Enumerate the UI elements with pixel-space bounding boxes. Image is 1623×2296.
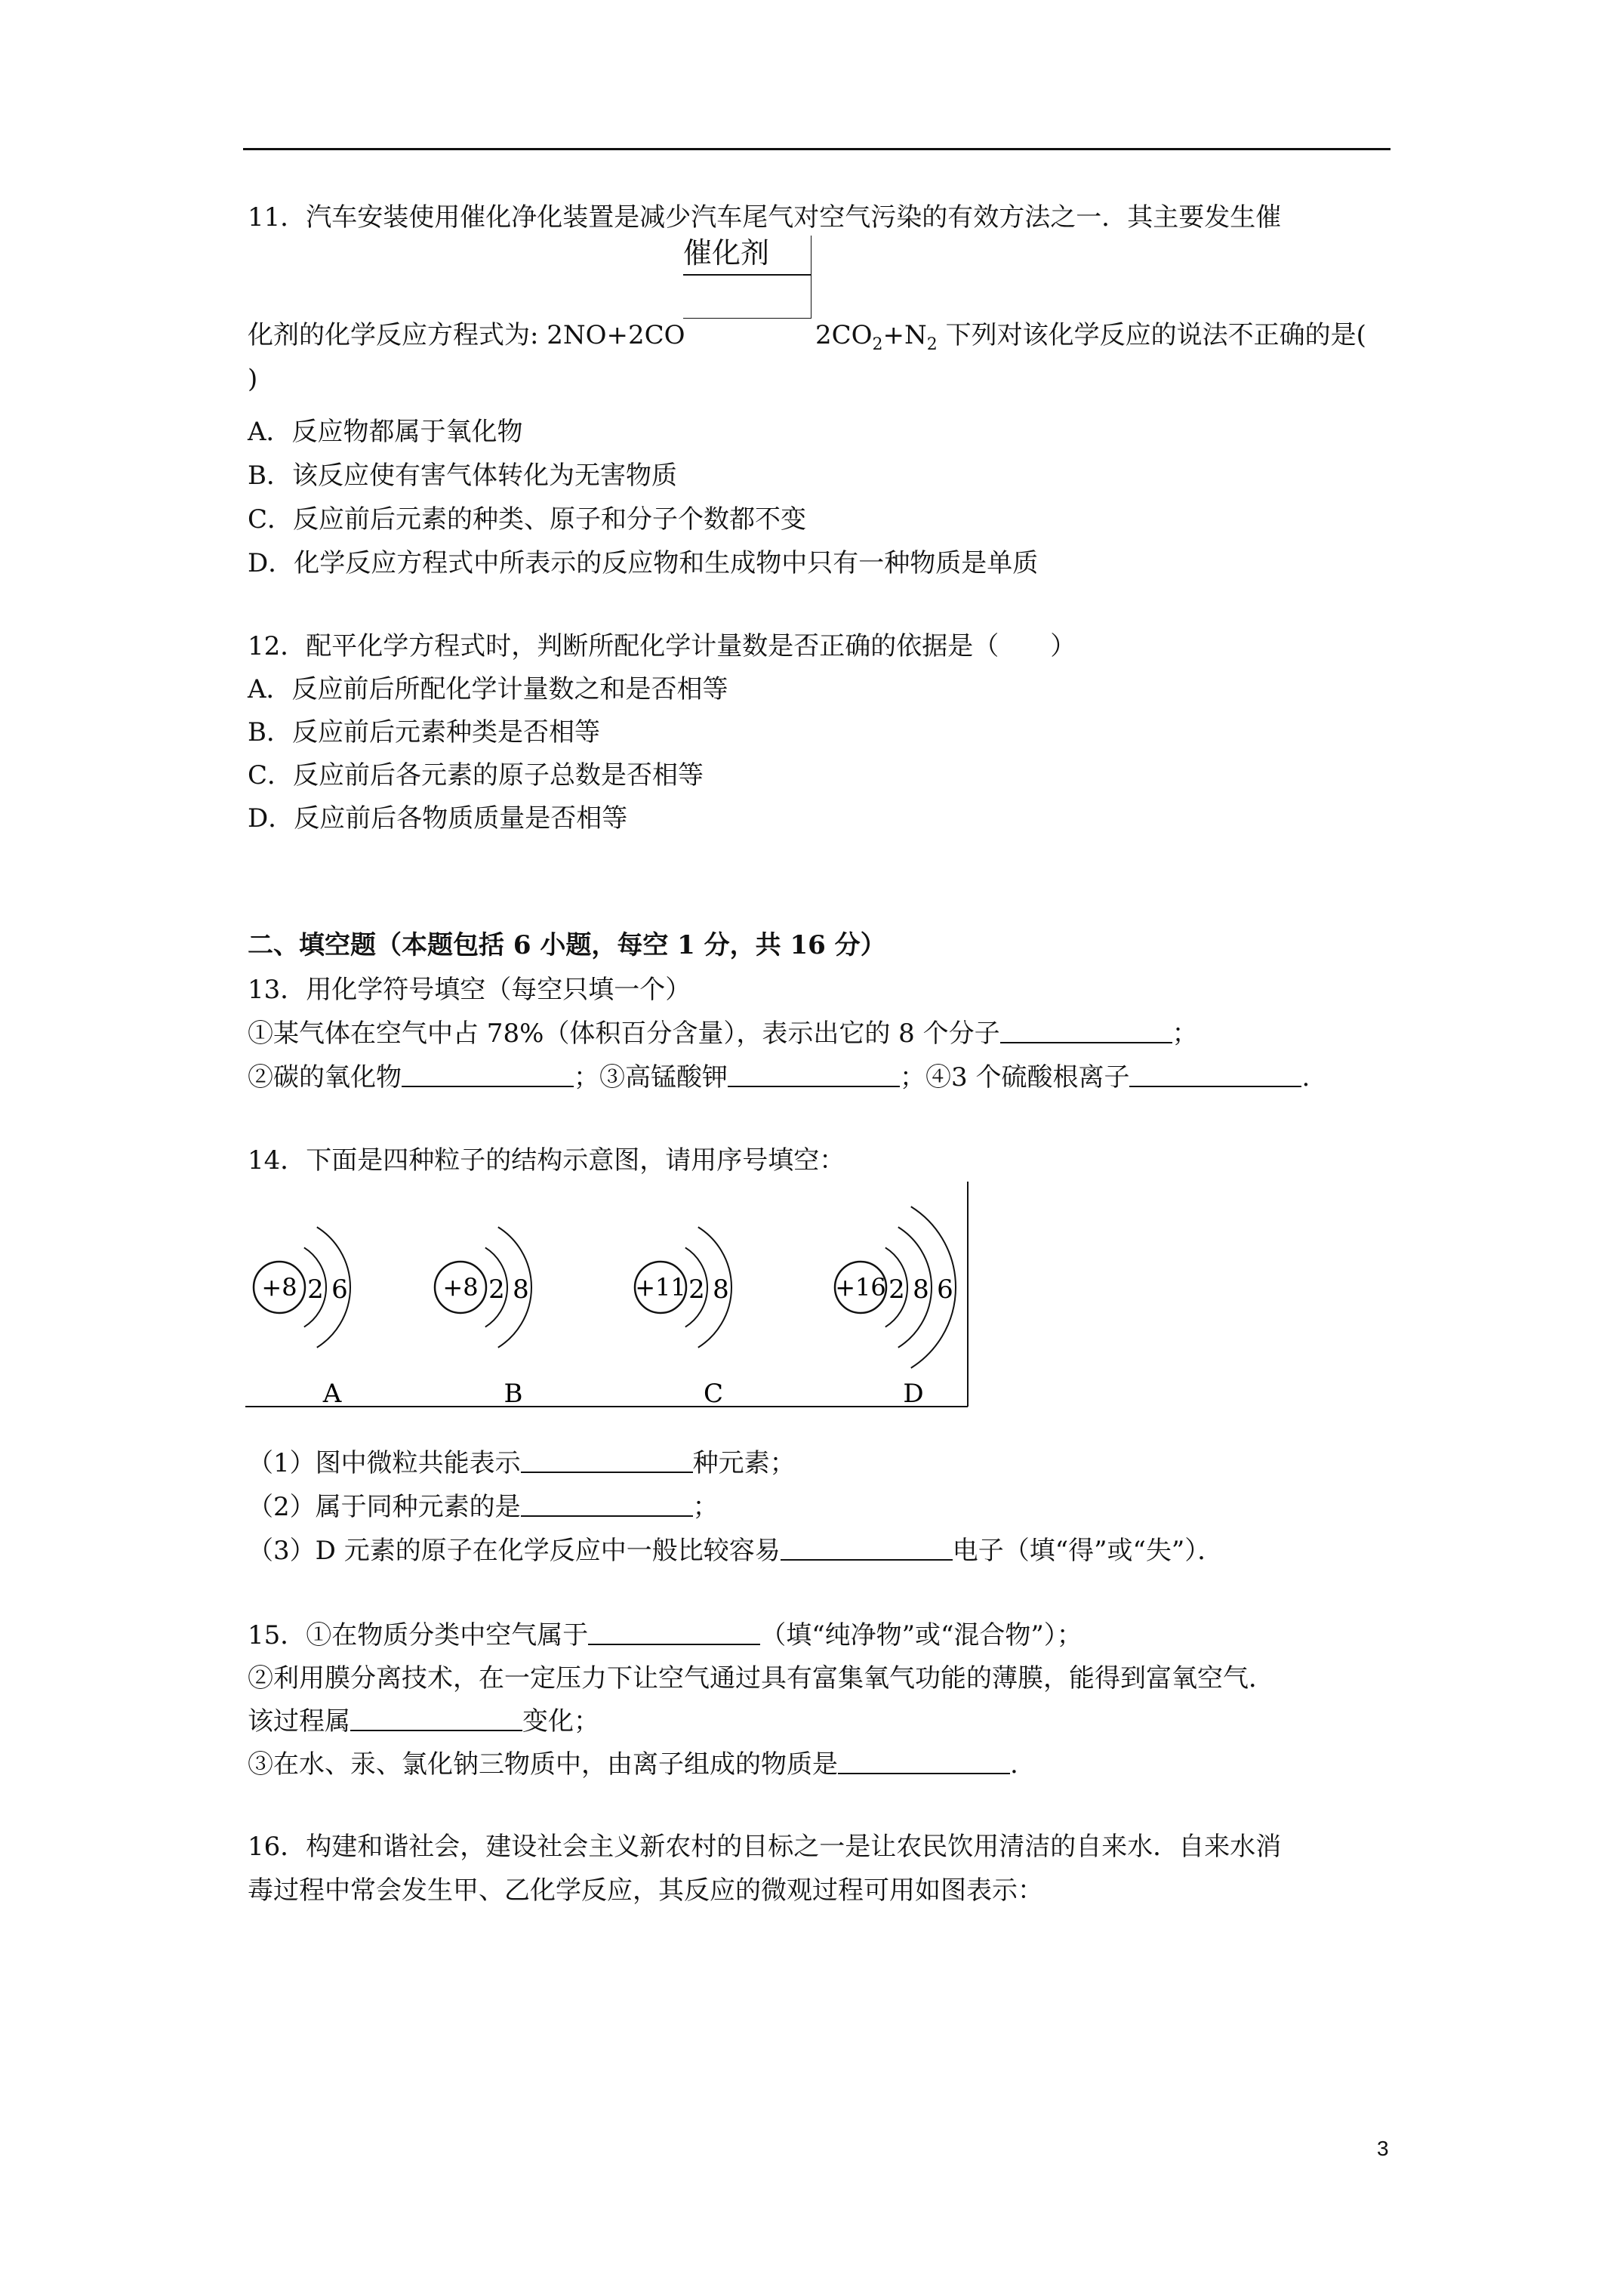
nucleus-charge: +11: [635, 1273, 686, 1302]
q11-option-c: C．反应前后元素的种类、原子和分子个数都不变: [248, 504, 807, 535]
q14-sub3: （3）D 元素的原子在化学反应中一般比较容易 电子（填“得”或“失”）．: [248, 1536, 1224, 1566]
q16-line2: 毒过程中常会发生甲、乙化学反应，其反应的微观过程可用如图表示：: [248, 1875, 1043, 1906]
catalyst-arrow: [683, 236, 812, 319]
catalyst-label: 催化剂: [683, 236, 770, 270]
q13-stem: 13．用化学符号填空（每空只填一个）: [248, 975, 691, 1005]
shell-electron-count: 2: [888, 1274, 905, 1305]
answer-blank[interactable]: [838, 1749, 1010, 1774]
shell-electron-count: 6: [331, 1274, 348, 1305]
q14-sub1: （1）图中微粒共能表示 种元素；: [248, 1448, 796, 1478]
shell-electron-count: 2: [688, 1274, 705, 1305]
answer-blank[interactable]: [781, 1535, 953, 1561]
q11-stem-line3: ): [248, 364, 258, 394]
shell-electron-count: 6: [937, 1274, 953, 1305]
answer-blank[interactable]: [588, 1620, 760, 1645]
q16-line1: 16．构建和谐社会，建设社会主义新农村的目标之一是让农民饮用清洁的自来水．自来水消: [248, 1832, 1282, 1862]
q12-option-a: A．反应前后所配化学计量数之和是否相等: [248, 674, 728, 704]
shell-electron-count: 8: [513, 1274, 529, 1305]
q11-equation-right: $2CO_2+N_2$ 下列对该化学反应的说法不正确的是(: [815, 320, 1366, 354]
q14-sub2: （2）属于同种元素的是 ；: [248, 1492, 719, 1522]
nucleus-charge: +8: [442, 1273, 479, 1302]
q13-line2: ②碳的氧化物 ；③高锰酸钾 ；④3 个硫酸根离子 .: [248, 1062, 1310, 1093]
answer-blank[interactable]: [728, 1062, 900, 1087]
q11-option-a: A．反应物都属于氧化物: [248, 417, 523, 447]
section-heading: 二、填空题（本题包括 6 小题，每空 1 分，共 16 分）: [248, 930, 886, 960]
q15-line1: 15．①在物质分类中空气属于 （填“纯净物”或“混合物”）；: [248, 1620, 1083, 1650]
header-rule: [243, 148, 1390, 150]
answer-blank[interactable]: [402, 1062, 574, 1087]
atom-label: A: [322, 1379, 342, 1408]
q11-stem-line1: 11．汽车安装使用催化净化装置是减少汽车尾气对空气污染的有效方法之一．其主要发生催: [248, 202, 1282, 233]
shell-electron-count: 2: [488, 1274, 505, 1305]
q12-option-d: D．反应前后各物质质量是否相等: [248, 803, 628, 834]
q14-stem: 14．下面是四种粒子的结构示意图，请用序号填空：: [248, 1145, 845, 1176]
atom-label: D: [903, 1379, 924, 1408]
atom-label: B: [504, 1379, 523, 1408]
q11-option-d: D．化学反应方程式中所表示的反应物和生成物中只有一种物质是单质: [248, 548, 1039, 578]
q15-line2: ②利用膜分离技术，在一定压力下让空气通过具有富集氧气功能的薄膜，能得到富氧空气．: [248, 1663, 1274, 1693]
atom-diagram-b: [435, 1227, 531, 1408]
q12-stem: 12．配平化学方程式时，判断所配化学计量数是否正确的依据是（ ）: [248, 631, 1076, 661]
atom-diagram-d: [835, 1207, 956, 1408]
atom-diagram-a: [254, 1227, 350, 1408]
page-number: 3: [1377, 2137, 1389, 2160]
answer-blank[interactable]: [521, 1491, 693, 1517]
q15-line4: ③在水、汞、氯化钠三物质中，由离子组成的物质是 .: [248, 1749, 1018, 1780]
atomic-structure-diagram: [245, 1182, 970, 1408]
answer-blank[interactable]: [1129, 1062, 1301, 1087]
atom-label: C: [703, 1379, 724, 1408]
nucleus-charge: +16: [835, 1273, 886, 1302]
q12-option-b: B．反应前后元素种类是否相等: [248, 717, 600, 747]
shell-electron-count: 2: [307, 1274, 324, 1305]
nucleus-charge: +8: [261, 1273, 297, 1302]
q11-equation-left: 化剂的化学反应方程式为: 2NO+2CO: [248, 320, 685, 350]
shell-electron-count: 8: [913, 1274, 929, 1305]
answer-blank[interactable]: [1000, 1018, 1172, 1043]
q15-line3: 该过程属 变化；: [248, 1706, 599, 1737]
q12-option-c: C．反应前后各元素的原子总数是否相等: [248, 760, 704, 791]
reaction-condition-lines: [683, 236, 812, 319]
answer-blank[interactable]: [521, 1447, 693, 1473]
q13-line1: ①某气体在空气中占 78%（体积百分含量），表示出它的 8 个分子 ；: [248, 1019, 1198, 1049]
shell-electron-count: 8: [713, 1274, 729, 1305]
q11-option-b: B．该反应使有害气体转化为无害物质: [248, 461, 677, 491]
atom-diagram-c: [635, 1227, 731, 1408]
answer-blank[interactable]: [350, 1706, 522, 1731]
